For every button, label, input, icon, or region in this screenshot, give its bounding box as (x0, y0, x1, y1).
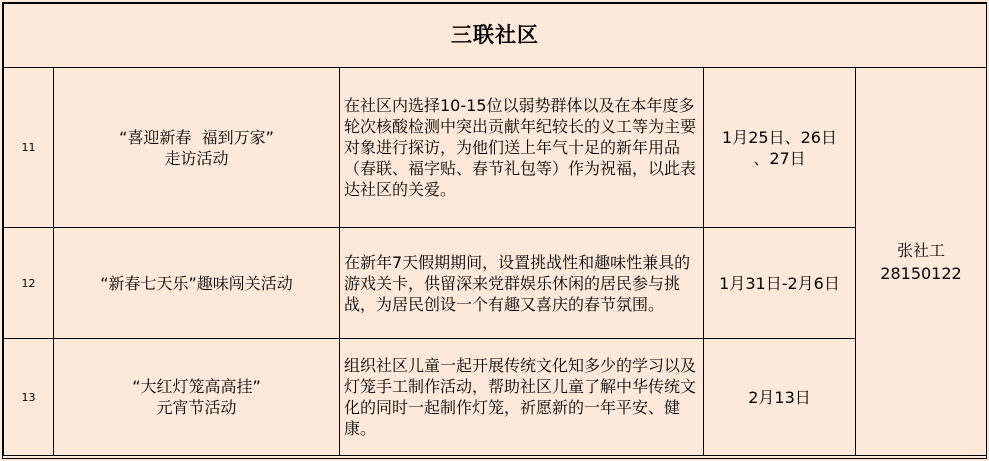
activity-name-line: “大红灯笼高高挂” (132, 377, 261, 396)
table-row (4, 228, 987, 339)
activity-name (54, 228, 340, 339)
community-title: 三联社区 (4, 4, 987, 68)
activity-table (3, 3, 987, 456)
row-number: 12 (4, 228, 54, 339)
activity-date-line: 2月13日 (748, 387, 811, 407)
activity-date (704, 339, 856, 456)
activity-name-line: 元宵节活动 (156, 398, 237, 417)
title-row (4, 4, 987, 68)
activity-name (54, 339, 340, 456)
activity-date-line: 1月31日-2月6日 (719, 273, 840, 293)
activity-date-line: 1月25日、26日 (722, 127, 837, 147)
activity-table-sheet (2, 2, 987, 459)
activity-name-line: “新春七天乐”趣味闯关活动 (100, 273, 293, 293)
activity-description: 在新年7天假期期间，设置挑战性和趣味性兼具的游戏关卡，供留深来党群娱乐休闲的居民参与挑战，为居民创设一个有趣又喜庆的春节氛围。 (340, 228, 704, 339)
row-number: 11 (4, 68, 54, 228)
activity-name-line: 走访活动 (164, 148, 229, 168)
contact-cell (856, 68, 987, 456)
contact-name: 张社工 (897, 240, 946, 260)
activity-description: 组织社区儿童一起开展传统文化知多少的学习以及灯笼手工制作活动，帮助社区儿童了解中华传统文化的同时一起制作灯笼，祈愿新的一年平安、健康。 (340, 339, 704, 456)
activity-description: 在社区内选择10-15位以弱势群体以及在本年度多轮次核酸检测中突出贡献年纪较长的义工等为主要对象进行探访，为他们送上年气十足的新年用品（春联、福字贴、春节礼包等）作为祝福，以此表达社区的关爱。 (340, 68, 704, 228)
activity-date-line: 、27日 (753, 148, 806, 168)
activity-name-line: “喜迎新春 福到万家” (119, 127, 274, 147)
row-number: 13 (4, 339, 54, 456)
table-row (4, 68, 987, 228)
contact-phone: 28150122 (880, 263, 962, 283)
activity-date (704, 228, 856, 339)
activity-date (704, 68, 856, 228)
table-row (4, 339, 987, 456)
activity-name (54, 68, 340, 228)
